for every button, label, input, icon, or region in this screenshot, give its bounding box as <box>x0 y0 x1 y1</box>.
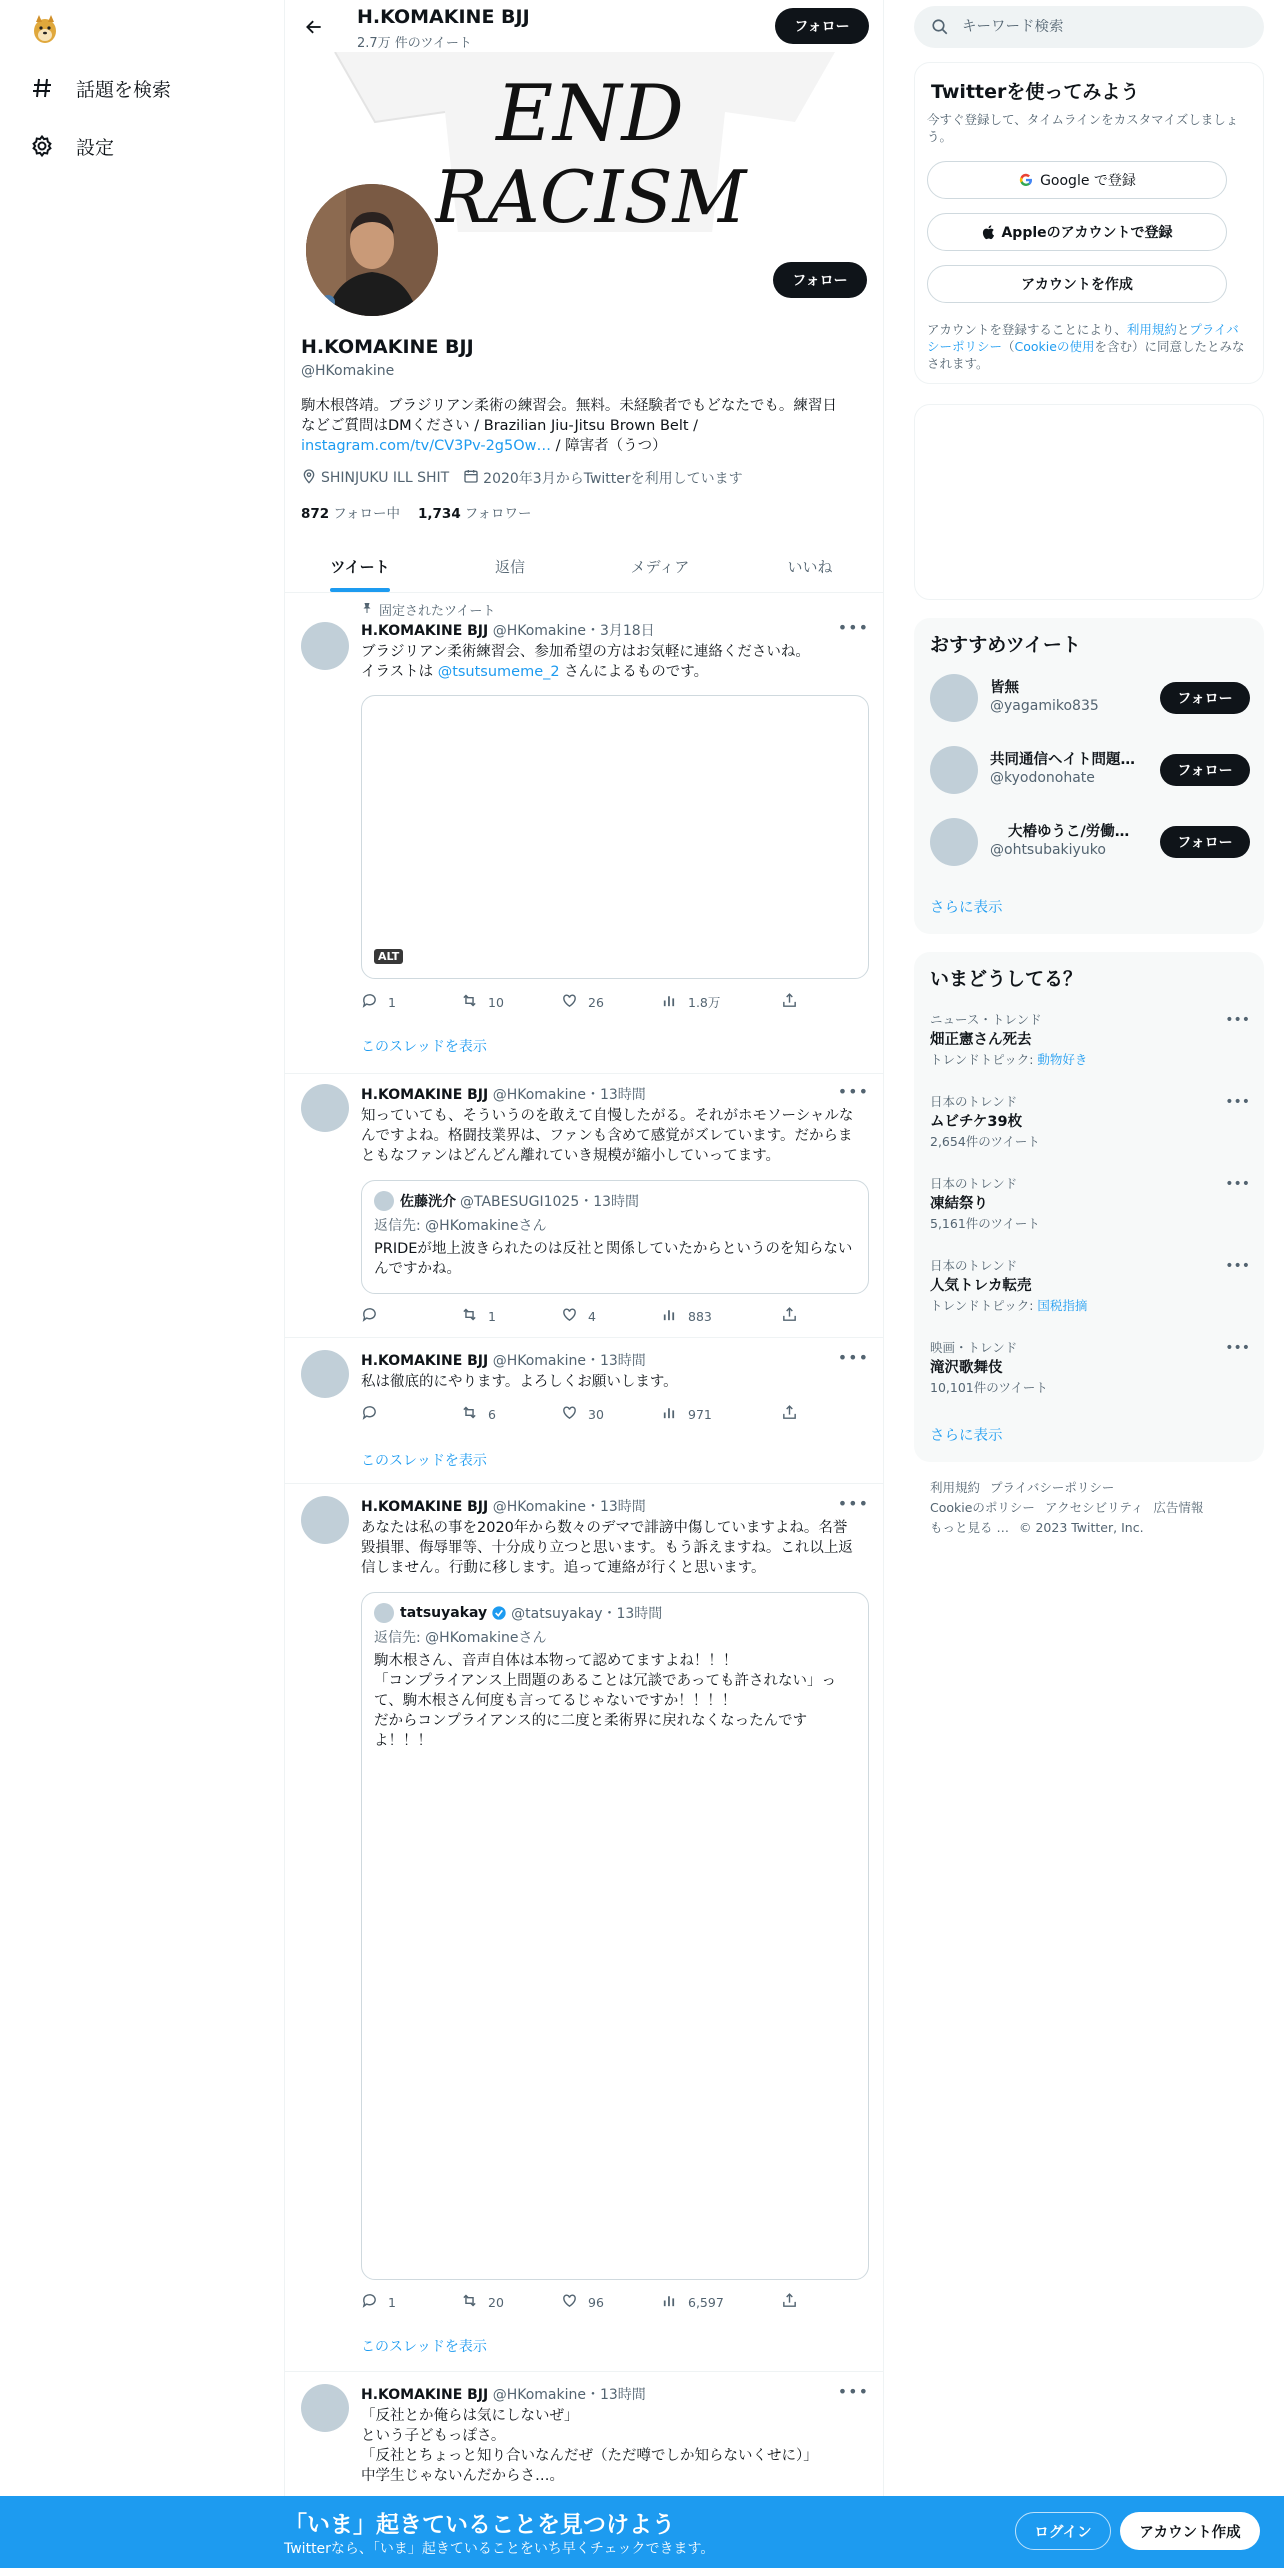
tweet-text: 知っていても、そういうのを敢えて自慢したがる。それがホモソーシャルなんですよね。格闘技業界は、ファンも含めて感覚がズレています。だからまともなファンはどんどん離れていき規模が縮小していってます。 <box>361 1108 854 1164</box>
tab-media[interactable]: メディア <box>630 557 690 576</box>
profile-tabs <box>285 540 884 593</box>
tweet-avatar[interactable] <box>301 2384 349 2432</box>
quoted-tweet[interactable] <box>361 1180 869 1294</box>
left-navigation <box>0 0 284 2568</box>
google-signup-button[interactable]: Google で登録 <box>927 161 1227 199</box>
show-thread-link[interactable]: このスレッドを表示 <box>361 1039 487 1055</box>
like-button[interactable]: 26 <box>561 992 661 1012</box>
heart-icon <box>561 1404 578 1424</box>
reply-icon <box>361 1306 378 1326</box>
retweet-icon <box>461 992 478 1012</box>
calendar-icon <box>463 468 479 488</box>
tweet-text: ブラジリアン柔術練習会、参加希望の方はお気軽に連絡くださいね。 イラストは @tsutsumeme_2 さんによるものです。 <box>361 644 810 680</box>
reply-button[interactable] <box>361 1404 461 1424</box>
footer-terms[interactable]: 利用規約 <box>930 1480 981 1495</box>
header-follow-button[interactable]: フォロー <box>775 8 869 44</box>
tweet-actions <box>361 992 881 1012</box>
trends-title: いまどうしてる？ <box>930 968 1083 990</box>
following-count[interactable]: 872 フォロー中 <box>301 506 401 522</box>
share-button[interactable] <box>781 1404 881 1424</box>
doge-logo[interactable] <box>28 12 62 46</box>
tweet-header: H.KOMAKINE BJJ @HKomakine・13時間 <box>361 2387 646 2403</box>
views-button[interactable]: 971 <box>661 1404 781 1424</box>
hashtag-icon <box>28 74 56 102</box>
profile-header-bar <box>285 0 884 52</box>
signup-button[interactable]: アカウント作成 <box>1120 2512 1260 2550</box>
views-button[interactable]: 1.8万 <box>661 992 781 1012</box>
login-button[interactable]: ログイン <box>1015 2512 1111 2550</box>
more-icon[interactable]: ••• <box>1225 1012 1250 1028</box>
tab-tweets[interactable]: ツイート <box>285 540 435 592</box>
pin-icon <box>361 602 373 618</box>
verified-badge-icon <box>491 1605 507 1621</box>
bio-tail: / 障害者（うつ） <box>551 438 667 454</box>
footer-links <box>930 1478 1250 1538</box>
footer-copyright: © 2023 Twitter, Inc. <box>1018 1520 1144 1535</box>
share-icon <box>781 2292 798 2312</box>
reply-button[interactable] <box>361 1306 461 1326</box>
tweet-actions <box>361 2292 881 2312</box>
more-icon[interactable]: ••• <box>1225 1094 1250 1110</box>
tweet[interactable] <box>285 1074 884 1338</box>
retweet-icon <box>461 1404 478 1424</box>
main-column <box>284 0 884 2568</box>
pinned-label: 固定されたツイート <box>361 600 495 619</box>
profile-avatar[interactable] <box>302 180 442 320</box>
quote-text: 駒木根さん、音声自体は本物って認めてますよね！！！ 「コンプライアンス上問題のあることは冗談であっても許されない」って、駒木根さん何度も言ってるじゃないですか！！！！ だからコンプライアンス的に二度と柔術界に戻れなくなったんですよ！！！ <box>374 1653 836 1749</box>
banner-text-racism: RACISM <box>433 155 747 239</box>
tweet-text: あなたは私の事を2020年から数々のデマで誹謗中傷していますよね。名誉毀損罪、侮辱罪等、十分成り立つと思います。もう訴えますね。これ以上返信しません。行動に移します。追って連絡が行くと思います。 <box>361 1520 853 1576</box>
footer-accessibility[interactable]: アクセシビリティ <box>1044 1500 1144 1515</box>
bio-line-2: などご質問はDMください / Brazilian Jiu-Jitsu Brown Belt / <box>301 418 699 434</box>
tab-likes[interactable]: いいね <box>787 557 833 576</box>
share-button[interactable] <box>781 2292 881 2312</box>
tweet-avatar[interactable] <box>301 1350 349 1398</box>
retweet-icon <box>461 2292 478 2312</box>
user-avatar <box>930 674 978 722</box>
back-arrow-icon[interactable] <box>297 10 331 44</box>
profile-stats <box>301 502 550 522</box>
bottom-bar-subtitle: Twitterなら、「いま」起きていることをいち早くチェックできます。 <box>284 2541 715 2557</box>
user-avatar <box>930 818 978 866</box>
more-icon[interactable]: ••• <box>837 1494 869 1513</box>
apple-signup-button[interactable]: Appleのアカウントで登録 <box>927 213 1227 251</box>
tweet-actions <box>361 1404 881 1424</box>
quote-header: 佐藤洸介 @TABESUGI1025・13時間 <box>374 1191 639 1211</box>
tweet-header: H.KOMAKINE BJJ @HKomakine・13時間 <box>361 1087 646 1103</box>
signup-subtitle: 今すぐ登録して、タイムラインをカスタマイズしましょう。 <box>927 112 1239 144</box>
nav-settings-label: 設定 <box>76 136 115 159</box>
follow-button[interactable]: フォロー <box>1160 682 1250 714</box>
profile-handle: @HKomakine <box>301 363 395 379</box>
bio-line-1: 駒木根啓靖。ブラジリアン柔術の練習会。無料。未経験者でもどなたでも。練習日 <box>301 398 837 414</box>
profile-meta <box>301 468 757 488</box>
show-more-trends[interactable]: さらに表示 <box>930 1428 1003 1444</box>
right-sidebar <box>914 0 1264 2568</box>
share-button[interactable] <box>781 992 881 1012</box>
quoted-tweet[interactable] <box>361 1592 869 2280</box>
tweet[interactable] <box>285 1484 884 2372</box>
heart-icon <box>561 992 578 1012</box>
views-icon <box>661 992 678 1012</box>
profile-follow-button[interactable]: フォロー <box>773 262 867 298</box>
quote-reply-to: 返信先: @HKomakineさん <box>374 1218 547 1234</box>
profile-bio <box>301 396 871 456</box>
share-icon <box>781 1306 798 1326</box>
nav-settings[interactable] <box>28 126 114 166</box>
footer-more[interactable]: もっと見る … <box>930 1520 1009 1535</box>
share-icon <box>781 992 798 1012</box>
like-button[interactable]: 96 <box>561 2292 661 2312</box>
tweet-header: H.KOMAKINE BJJ @HKomakine・13時間 <box>361 1353 646 1369</box>
reply-icon <box>361 1404 378 1424</box>
signup-card <box>914 62 1264 384</box>
show-more-recommended[interactable]: さらに表示 <box>930 900 1003 916</box>
heart-icon <box>561 2292 578 2312</box>
views-button[interactable]: 6,597 <box>661 2292 781 2312</box>
user-avatar <box>930 746 978 794</box>
header-tweet-count: 2.7万 件のツイート <box>357 36 472 51</box>
footer-cookie[interactable]: Cookieのポリシー <box>930 1500 1035 1515</box>
more-icon[interactable]: ••• <box>837 1082 869 1101</box>
signup-terms: アカウントを登録することにより、利用規約とプライバシーポリシー（Cookieの使用を含む）に同意したとみなされます。 <box>927 322 1245 371</box>
profile-location: SHINJUKU ILL SHIT <box>321 470 450 486</box>
tweet-text: 「反社とか俺らは気にしないぜ」 という子どもっぽさ。 「反社とちょっと知り合いなんだぜ（ただ噂でしか知らないくせに）」 中学生じゃないんだからさ…。 <box>361 2408 818 2484</box>
footer-ads[interactable]: 広告情報 <box>1153 1500 1204 1515</box>
apple-icon <box>981 224 995 240</box>
trend-item[interactable]: 映画・トレンド 滝沢歌舞伎 10,101件のツイート ••• <box>930 1340 1250 1395</box>
ad-placeholder <box>914 404 1264 600</box>
retweet-icon <box>461 1306 478 1326</box>
retweet-button[interactable]: 6 <box>461 1404 561 1424</box>
recommended-tweets-card <box>914 618 1264 934</box>
views-icon <box>661 1306 678 1326</box>
alt-badge[interactable]: ALT <box>374 949 403 964</box>
tweet-avatar[interactable] <box>301 622 349 670</box>
more-icon[interactable]: ••• <box>837 1348 869 1367</box>
more-icon[interactable]: ••• <box>1225 1176 1250 1192</box>
search-input[interactable] <box>962 19 1242 35</box>
reply-icon <box>361 992 378 1012</box>
tweet-media[interactable] <box>361 695 869 979</box>
views-icon <box>661 1404 678 1424</box>
header-name: H.KOMAKINE BJJ <box>357 6 530 28</box>
share-icon <box>781 1404 798 1424</box>
terms-link[interactable]: 利用規約 <box>1126 322 1177 337</box>
more-icon[interactable]: ••• <box>837 2382 869 2401</box>
views-button[interactable]: 883 <box>661 1306 781 1326</box>
profile-name: H.KOMAKINE BJJ <box>301 336 474 358</box>
trend-item[interactable]: 日本のトレンド 人気トレカ転売 トレンドトピック: 国税指摘 ••• <box>930 1258 1250 1313</box>
views-icon <box>661 2292 678 2312</box>
more-icon[interactable]: ••• <box>1225 1340 1250 1356</box>
nav-explore-label: 話題を検索 <box>76 78 172 101</box>
trend-item[interactable]: 日本のトレンド ムビチケ39枚 2,654件のツイート ••• <box>930 1094 1250 1149</box>
quote-reply-to: 返信先: @HKomakineさん <box>374 1630 547 1646</box>
show-thread-link[interactable]: このスレッドを表示 <box>361 2339 487 2355</box>
quote-header: tatsuyakay @tatsuyakay・13時間 <box>374 1603 662 1623</box>
trend-item[interactable]: ニュース・トレンド 畑正憲さん死去 トレンドトピック: 動物好き ••• <box>930 1012 1250 1067</box>
trend-item[interactable]: 日本のトレンド 凍結祭り 5,161件のツイート ••• <box>930 1176 1250 1231</box>
reply-button[interactable]: 1 <box>361 992 461 1012</box>
profile-joined: 2020年3月からTwitterを利用しています <box>483 471 743 487</box>
follow-button[interactable]: フォロー <box>1160 826 1250 858</box>
follow-button[interactable]: フォロー <box>1160 754 1250 786</box>
signup-title: Twitterを使ってみよう <box>931 81 1140 103</box>
bio-link[interactable]: instagram.com/tv/CV3Pv-2g5Ow… <box>301 438 551 454</box>
mention-link[interactable]: @tsutsumeme_2 <box>437 664 560 680</box>
retweet-button[interactable]: 1 <box>461 1306 561 1326</box>
like-button[interactable]: 30 <box>561 1404 661 1424</box>
search-bar[interactable] <box>914 6 1264 48</box>
quote-avatar <box>374 1603 394 1623</box>
cookie-link[interactable]: Cookieの使用 <box>1014 339 1095 354</box>
tweet-text: 私は徹底的にやります。よろしくお願いします。 <box>361 1374 678 1390</box>
quote-text: PRIDEが地上波きられたのは反社と関係していたからというのを知らないんですかね。 <box>374 1241 853 1277</box>
like-button[interactable]: 4 <box>561 1306 661 1326</box>
reply-icon <box>361 2292 378 2312</box>
trends-card <box>914 952 1264 1462</box>
tweet-pinned[interactable] <box>285 594 884 1074</box>
retweet-button[interactable]: 20 <box>461 2292 561 2312</box>
tweet-header: H.KOMAKINE BJJ @HKomakine・13時間 <box>361 1499 646 1515</box>
share-button[interactable] <box>781 1306 881 1326</box>
recommend-title: おすすめツイート <box>930 634 1081 656</box>
retweet-button[interactable]: 10 <box>461 992 561 1012</box>
heart-icon <box>561 1306 578 1326</box>
tweet-actions <box>361 1306 881 1326</box>
bottom-signup-bar <box>0 2496 1284 2568</box>
tab-replies[interactable]: 返信 <box>494 557 525 576</box>
create-account-button[interactable]: アカウントを作成 <box>927 265 1227 303</box>
show-thread-link[interactable]: このスレッドを表示 <box>361 1453 487 1469</box>
tweet-avatar[interactable] <box>301 1084 349 1132</box>
tweet[interactable] <box>285 1338 884 1484</box>
google-icon <box>1018 172 1034 188</box>
privacy-link[interactable]: プライバシーポリシー <box>927 322 1239 354</box>
reply-button[interactable]: 1 <box>361 2292 461 2312</box>
location-pin-icon <box>301 468 317 488</box>
quote-avatar <box>374 1191 394 1211</box>
recommended-user[interactable]: 皆無 @yagamiko835 フォロー <box>930 672 1250 724</box>
bottom-bar-title: 「いま」起きていることを見つけよう <box>284 2512 675 2538</box>
gear-icon <box>28 132 56 160</box>
tweet-header: H.KOMAKINE BJJ @HKomakine・3月18日 <box>361 623 655 639</box>
more-icon[interactable]: ••• <box>837 618 869 637</box>
followers-count[interactable]: 1,734 フォロワー <box>418 506 532 522</box>
tweet-avatar[interactable] <box>301 1496 349 1544</box>
banner-text-end: END <box>496 69 684 159</box>
recommended-user[interactable]: 大椿ゆうこ/労働… @ohtsubakiyuko フォロー <box>930 816 1250 868</box>
footer-privacy[interactable]: プライバシーポリシー <box>990 1480 1115 1495</box>
nav-explore[interactable] <box>28 68 171 108</box>
more-icon[interactable]: ••• <box>1225 1258 1250 1274</box>
recommended-user[interactable]: 共同通信ヘイト問題… @kyodonohate フォロー <box>930 744 1250 796</box>
search-icon <box>930 17 950 37</box>
